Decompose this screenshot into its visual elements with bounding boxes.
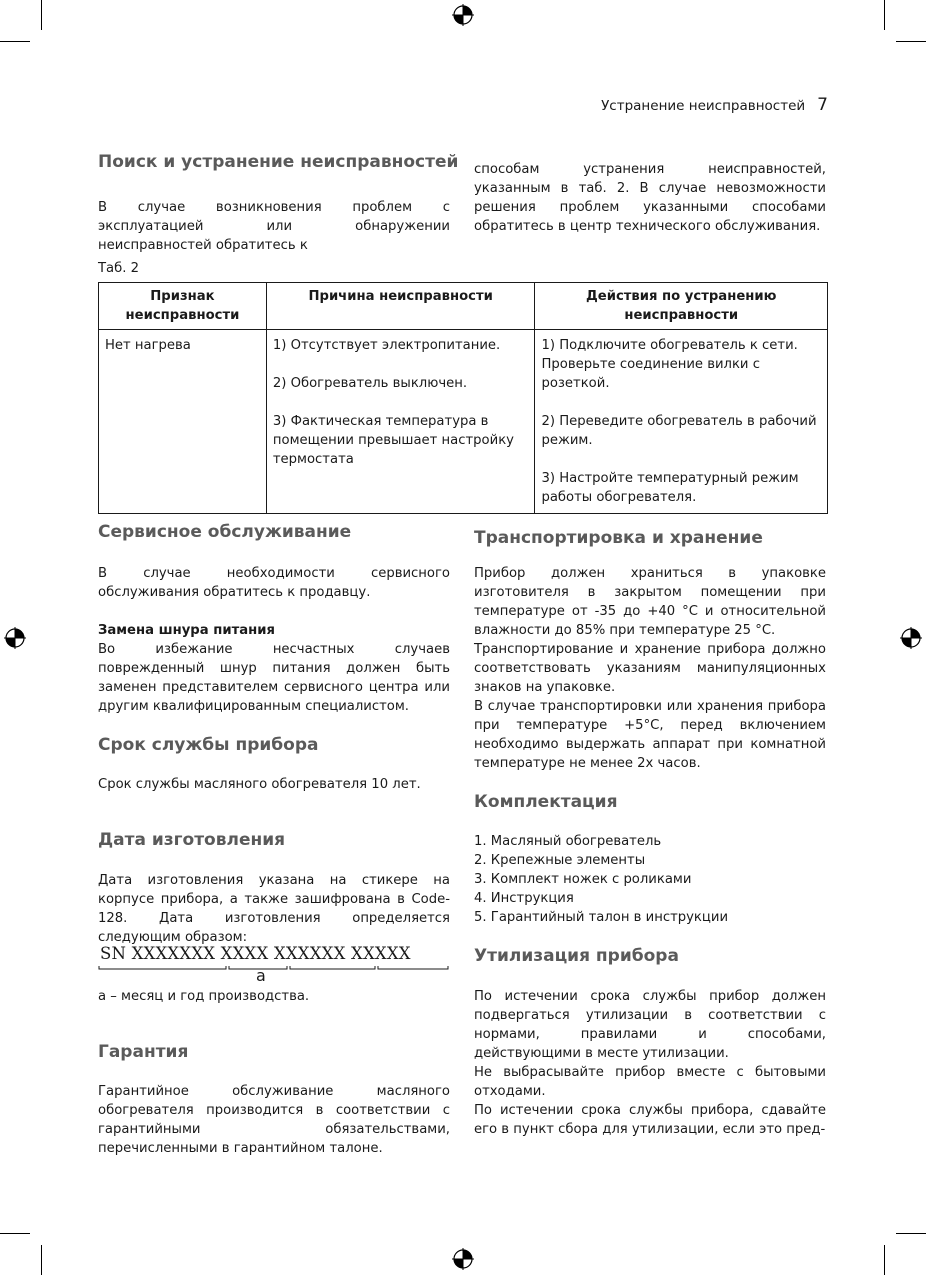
service-heading: Сервисное обслуживание (98, 522, 352, 542)
transport-heading: Транспортировка и хранение (474, 528, 763, 548)
list-item: 3. Комплект ножек с роликами (474, 872, 692, 887)
disposal-paragraph: По истечении срока службы прибора, сдавайте его в пункт сбора для утилизации, если это пред- (474, 1103, 826, 1137)
table-cell-actions (535, 330, 828, 514)
disposal-paragraph: Не выбрасывайте прибор вместе с бытовыми отходами. (474, 1065, 826, 1099)
transport-paragraph: В случае транспортировки или хранения прибора при температуре +5°С, перед включением необходимо выдержать аппарат при комнатной температуре не менее 2х часов. (474, 699, 826, 771)
transport-paragraph: Транспортирование и хранение прибора должно соответствовать указаниям манипуляционных знаков на упаковке. (474, 642, 826, 695)
table-header: Действия по устранению неисправности (535, 283, 828, 330)
cause-item: 1) Отсутствует электропитание. (272, 338, 501, 353)
lifetime-text: Срок службы масляного обогревателя 10 лет. (98, 777, 421, 792)
table-cell-causes (266, 330, 535, 514)
cord-text: Во избежание несчастных случаев поврежденный шнур питания должен быть заменен представителем сервисного центра или другим квалифицированным специалистом. (98, 642, 450, 714)
list-item: 2. Крепежные элементы (474, 853, 646, 868)
crop-mark (41, 1245, 42, 1275)
registration-mark-icon (4, 627, 26, 649)
serial-number-text: SN XXXXXXX XXXX XXXXXX XXXXX (100, 944, 411, 963)
lifetime-heading: Срок службы прибора (98, 735, 319, 755)
running-header (601, 96, 828, 116)
disposal-heading: Утилизация прибора (474, 946, 679, 966)
list-item: 5. Гарантийный талон в инструкции (474, 910, 729, 925)
manufacture-legend: а – месяц и год производства. (98, 989, 310, 1004)
package-heading: Комплектация (474, 792, 618, 812)
table-row (99, 330, 828, 514)
troubleshooting-heading: Поиск и устранение неисправностей (98, 152, 459, 172)
disposal-section (474, 987, 826, 1139)
transport-section (474, 564, 826, 773)
service-text: В случае необходимости сервисного обслуживания обратитесь к продавцу. (98, 566, 450, 600)
registration-mark-icon (452, 1248, 474, 1270)
crop-mark (884, 0, 885, 30)
transport-paragraph: Прибор должен храниться в упаковке изготовителя в закрытом помещении при температуре от -35 до +40 °С и относительной влажности до 85% при температуре 25 °С. (474, 566, 826, 638)
header-section-title: Устранение неисправностей (601, 98, 806, 114)
cord-subheading: Замена шнура питания (98, 623, 275, 638)
crop-mark (0, 1233, 30, 1234)
page-number: 7 (817, 95, 828, 115)
serial-number-code (98, 944, 450, 970)
table-header: Признак неисправности (99, 283, 267, 330)
serial-number-brackets (98, 966, 450, 972)
serial-marker-a: a (256, 966, 266, 985)
registration-mark-icon (452, 4, 474, 26)
cord-section (98, 621, 450, 716)
crop-mark (896, 1233, 926, 1234)
crop-mark (884, 1245, 885, 1275)
warranty-text: Гарантийное обслуживание масляного обогревателя производится в соответствии с гарантийными обязательствами, перечисленными в гарантийном талоне. (98, 1084, 450, 1156)
package-list (474, 832, 826, 927)
action-item: 1) Подключите обогреватель к сети. Проверьте соединение вилки с розеткой. (541, 338, 798, 391)
table-header: Причина неисправности (266, 283, 535, 330)
list-item: 4. Инструкция (474, 891, 574, 906)
warranty-heading: Гарантия (98, 1042, 189, 1062)
troubleshooting-intro-left: В случае возникновения проблем с эксплуатацией или обнаружении неисправностей обратитесь к (98, 200, 450, 253)
cause-item: 3) Фактическая температура в помещении превышает настройку термостата (272, 414, 514, 467)
crop-mark (896, 41, 926, 42)
list-item: 1. Масляный обогреватель (474, 834, 662, 849)
action-item: 2) Переведите обогреватель в рабочий режим. (541, 414, 817, 448)
crop-mark (0, 41, 30, 42)
table-caption: Таб. 2 (98, 261, 140, 276)
table-cell-symptom: Нет нагрева (99, 330, 267, 514)
manufacture-heading: Дата изготовления (98, 830, 286, 850)
troubleshooting-intro-right: способам устранения неисправностей, указанным в таб. 2. В случае невозможности решения проблем указанными способами обратитесь в центр технического обслуживания. (474, 162, 826, 234)
disposal-paragraph: По истечении срока службы прибор должен подвергаться утилизации в соответствии с нормами, правилами и способами, действующими в месте утилизации. (474, 989, 826, 1061)
manufacture-text: Дата изготовления указана на стикере на корпусе прибора, а также зашифрована в Code-128. Дата изготовления определяется следующим образом: (98, 873, 450, 945)
cause-item: 2) Обогреватель выключен. (272, 376, 468, 391)
registration-mark-icon (900, 627, 922, 649)
troubleshooting-table (98, 282, 828, 514)
action-item: 3) Настройте температурный режим работы обогревателя. (541, 471, 799, 505)
crop-mark (41, 0, 42, 30)
